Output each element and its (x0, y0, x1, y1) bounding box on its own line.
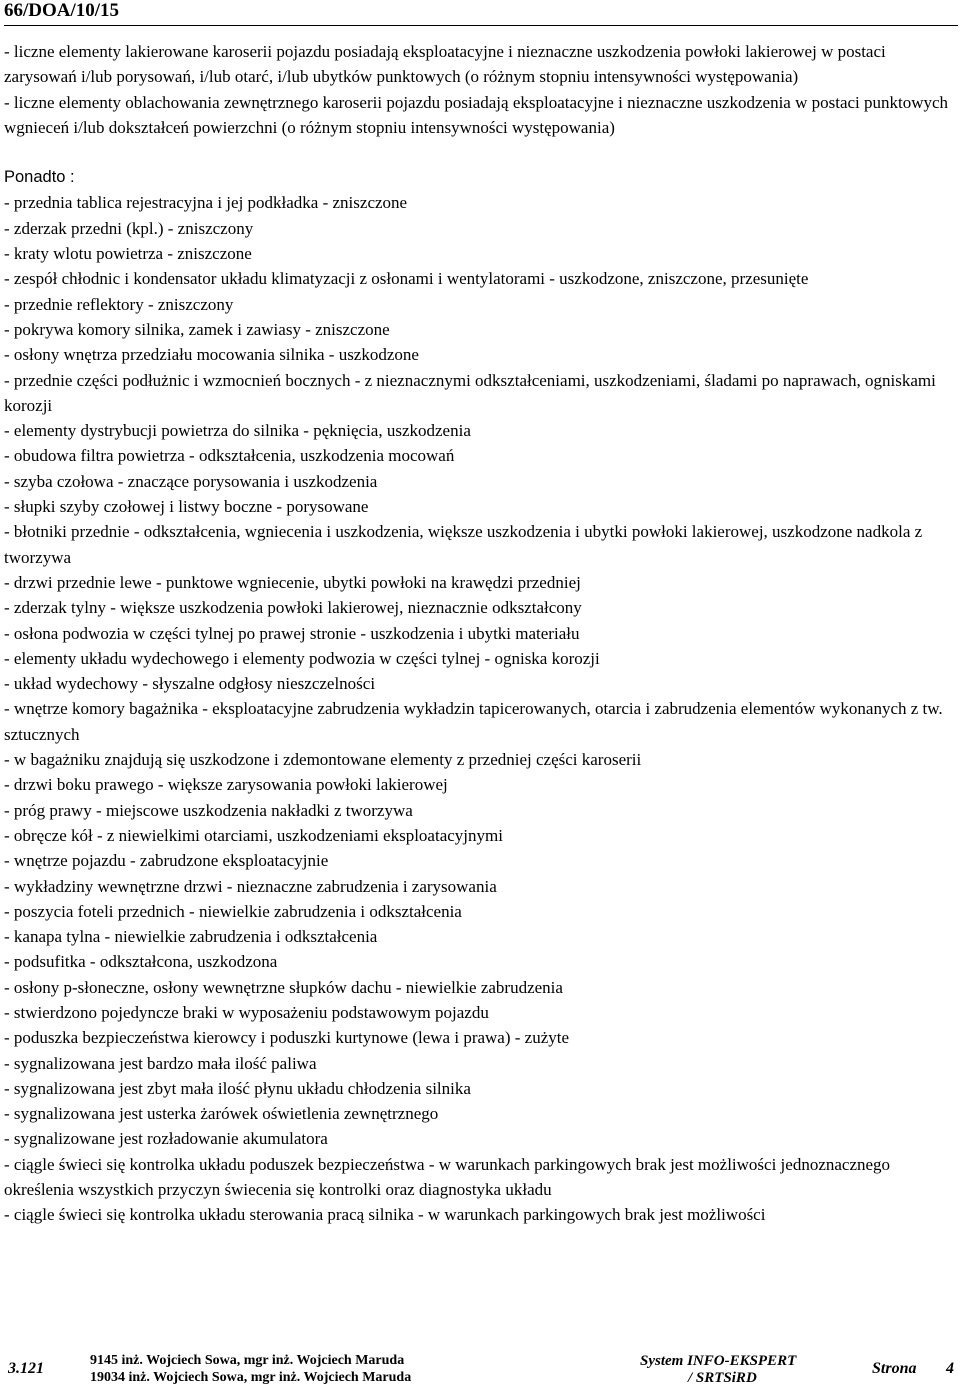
list-item: - obręcze kół - z niewielkimi otarciami, uszkodzeniami eksploatacyjnymi (4, 825, 503, 845)
list-item: - kanapa tylna - niewielkie zabrudzenia i odkształcenia (4, 927, 378, 947)
list-item: - przednie części podłużnic i wzmocnień bocznych - z nieznacznymi odkształceniami, uszkodzeniami, śladami po naprawach, ogniskami korozji (4, 370, 936, 415)
list-item: - zespół chłodnic i kondensator układu klimatyzacji z osłonami i wentylatorami - uszkodzone, zniszczone, przesunięte (4, 269, 809, 289)
footer-system-name: System INFO-EKSPERT (640, 1353, 797, 1369)
list-item: - zderzak przedni (kpl.) - zniszczony (4, 218, 254, 238)
footer-author-line: 19034 inż. Wojciech Sowa, mgr inż. Wojciech Maruda (90, 1370, 412, 1385)
list-item: - sygnalizowana jest bardzo mała ilość paliwa (4, 1053, 317, 1073)
list-item: - ciągle świeci się kontrolka układu poduszek bezpieczeństwa - w warunkach parkingowych brak jest możliwości jednoznacznego określenia wszystkich przyczyn świecenia się kontrolki oraz diagnostyka układu (4, 1154, 891, 1200)
list-item: - słupki szyby czołowej i listwy boczne - porysowane (4, 497, 369, 517)
list-item: - przednie reflektory - zniszczony (4, 294, 234, 314)
list-item: - poduszka bezpieczeństwa kierowcy i poduszki kurtynowe (lewa i prawa) - zużyte (4, 1028, 570, 1048)
list-item: - elementy układu wydechowego i elementy podwozia w części tylnej - ogniska korozji (4, 648, 600, 668)
list-item: - sygnalizowana jest usterka żarówek oświetlenia zewnętrznego (4, 1104, 439, 1124)
list-item: - osłony p-słoneczne, osłony wewnętrzne słupków dachu - niewielkie zabrudzenia (4, 977, 563, 997)
header-divider (4, 25, 958, 26)
list-item: - obudowa filtra powietrza - odkształcenia, uszkodzenia mocowań (4, 446, 455, 466)
list-item: - w bagażniku znajdują się uszkodzone i zdemontowane elementy z przedniej części karoserii (4, 750, 642, 770)
list-item: - szyba czołowa - znaczące porysowania i uszkodzenia (4, 471, 378, 491)
list-item: - błotniki przednie - odkształcenia, wgniecenia i uszkodzenia, większe uszkodzenia i ubytki powłoki lakierowej, uszkodzone nadkola z tworzywa (4, 522, 923, 567)
list-item: - stwierdzono pojedyncze braki w wyposażeniu podstawowym pojazdu (4, 1002, 489, 1022)
document-body (4, 39, 954, 1228)
footer-section-number: 3.121 (8, 1360, 44, 1377)
list-item: - pokrywa komory silnika, zamek i zawiasy - zniszczone (4, 319, 390, 339)
text-line: - liczne elementy lakierowane karoserii pojazdu posiadają eksploatacyjne i nieznaczne uszkodzenia powłoki lakierowej w postaci zarysowań i/lub porysowań, i/lub otarć, i/lub ubytków punktowych (o różnym stopniu intensywności występowania) (4, 42, 886, 87)
list-item: - sygnalizowane jest rozładowanie akumulatora (4, 1129, 328, 1149)
list-item: - sygnalizowana jest zbyt mała ilość płynu układu chłodzenia silnika (4, 1078, 471, 1098)
text-line: - liczne elementy oblachowania zewnętrznego karoserii pojazdu posiadają eksploatacyjne i nieznaczne uszkodzenia w postaci punktowych wgnieceń i/lub dokształceń powierzchni (o różnym stopniu intensywności występowania) (4, 92, 949, 137)
list-item: - osłona podwozia w części tylnej po prawej stronie - uszkodzenia i ubytki materiału (4, 623, 580, 643)
footer-page-label: Strona (872, 1360, 917, 1377)
page-footer (0, 1350, 960, 1389)
list-item: - kraty wlotu powietrza - zniszczone (4, 244, 252, 264)
damage-list (4, 190, 954, 1227)
list-item: - wykładziny wewnętrzne drzwi - nieznaczne zabrudzenia i zarysowania (4, 876, 497, 896)
list-item: - poszycia foteli przednich - niewielkie zabrudzenia i odkształcenia (4, 901, 462, 921)
list-item: - wnętrze pojazdu - zabrudzone eksploatacyjnie (4, 851, 329, 871)
list-item: - zderzak tylny - większe uszkodzenia powłoki lakierowej, nieznacznie odkształcony (4, 598, 582, 618)
list-item: - podsufitka - odkształcona, uszkodzona (4, 952, 278, 972)
list-item: - ciągle świeci się kontrolka układu sterowania pracą silnika - w warunkach parkingowych brak jest możliwości (4, 1205, 766, 1225)
list-item: - przednia tablica rejestracyjna i jej podkładka - zniszczone (4, 193, 408, 213)
list-item: - próg prawy - miejscowe uszkodzenia nakładki z tworzywa (4, 800, 413, 820)
list-item: - układ wydechowy - słyszalne odgłosy nieszczelności (4, 674, 376, 694)
section-label: Ponadto : (4, 168, 75, 187)
list-item: - osłony wnętrza przedziału mocowania silnika - uszkodzone (4, 345, 419, 365)
footer-page-number: 4 (946, 1360, 954, 1377)
document-number: 66/DOA/10/15 (4, 0, 120, 21)
list-item: - drzwi boku prawego - większe zarysowania powłoki lakierowej (4, 775, 448, 795)
page-header (4, 0, 954, 30)
list-item: - elementy dystrybucji powietrza do silnika - pęknięcia, uszkodzenia (4, 421, 471, 441)
footer-system-name: / SRTSiRD (688, 1370, 757, 1386)
footer-author-line: 9145 inż. Wojciech Sowa, mgr inż. Wojciech Maruda (90, 1353, 405, 1368)
list-item: - wnętrze komory bagażnika - eksploatacyjne zabrudzenia wykładzin tapicerowanych, otarcia i zabrudzenia elementów wykonanych z tw. sztucznych (4, 699, 943, 744)
list-item: - drzwi przednie lewe - punktowe wgniecenie, ubytki powłoki na krawędzi przedniej (4, 572, 581, 592)
